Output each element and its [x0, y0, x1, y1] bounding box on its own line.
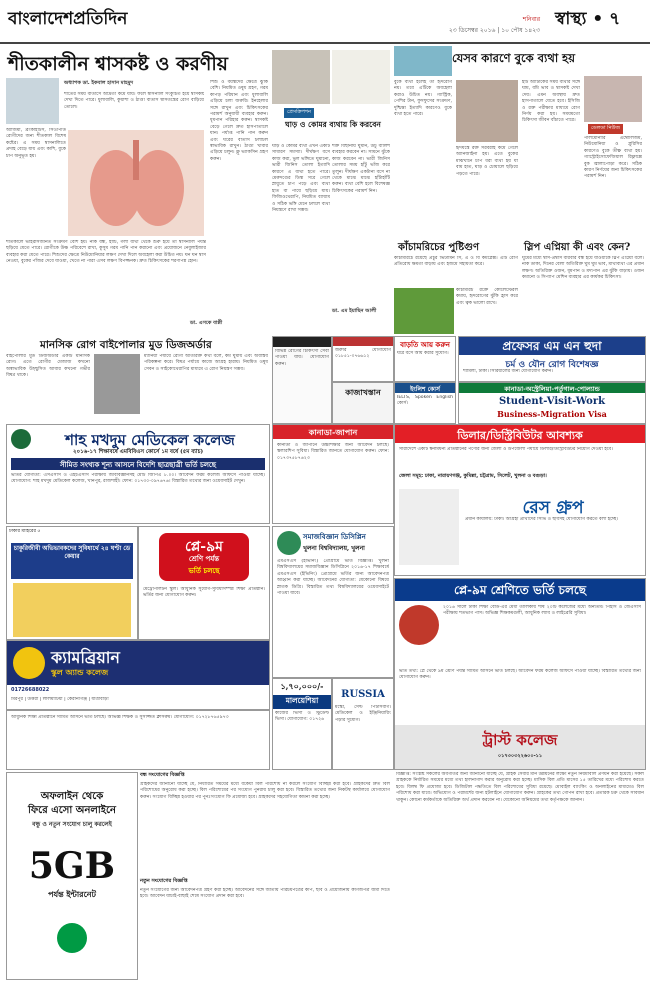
ad-russia: RUSSIA মস্কো, সেন্ট পিটার্সবার্গ। মেডিকেল ও ইঞ্জিনিয়ারিং পড়ার সুযোগ। [332, 678, 394, 770]
article-sleep-apnea [522, 240, 644, 334]
article-headline: ঘাড় ও কোমর ব্যথায় কি করবেন [285, 120, 381, 129]
ad-title: প্রফেসর এম এন হুদা [502, 339, 602, 353]
woman-photo [584, 76, 642, 122]
ad-khulna-university: সমাজবিজ্ঞান ডিসিপ্লিন খুলনা বিশ্ববিদ্যালয়, খুলনা এমএসএস (ইভিনিং) প্রোগ্রামে ভর্তি বিজ্ঞপ্তি। খুলনা বিশ্ববিদ্যালয়ের সমাজবিজ্ঞান ডিসিপ্লিনে ২০১৬-১৭ শিক্ষাবর্ষে এমএসএস (ইভিনিং) প্রোগ্রামে ভর্তির জন্য আবেদনপত্র আহ্বান করা যাচ্ছে। আবেদনের যোগ্যতা: যেকোনো বিষয়ে স্নাতক ডিগ্রি। বিস্তারিত তথ্য বিশ্ববিদ্যালয়ের ওয়েবসাইটে পাওয়া যাবে। [272, 526, 394, 678]
ad-5gb: অফলাইন থেকে ফিরে এসো অনলাইনে বন্ধু ও নতুন সংযোগ চালু করলেই 5GB পর্যন্ত ইন্টারনেট [6, 772, 138, 980]
college-logo-icon [11, 429, 31, 449]
article-body: শীতের সময় বাতাসে আর্দ্রতা কমে যায়। ফলে শ্বাসনালি সংকুচিত হয়ে শ্বাসকষ্ট দেখা দিতে পারে। ধুলাবালি, কুয়াশা ও ঠাণ্ডা বাতাস শ্বাসতন্ত্রের রোগ বাড়িয়ে তোলে। [64, 92, 204, 110]
ad-subtitle: Business-Migration Visa [497, 409, 607, 419]
newspaper-logo: বাংলাদেশপ্রতিদিন [8, 9, 128, 29]
article-body-col3: শিশু ও বয়স্কদের ক্ষেত্রে ঝুঁকি বেশি। নিয়মিত ওষুধ গ্রহণ, গরম কাপড় পরিধান এবং ধুলাবালি এড়িয়ে চলা জরুরি। ইনহেলার সঙ্গে রাখুন এবং চিকিৎসকের পরামর্শ অনুযায়ী ব্যবহার করুন। ধূমপান পরিহার করুন। শ্বাসকষ্ট বেড়ে গেলে দ্রুত হাসপাতালে যান। পর্যাপ্ত পানি পান করুন এবং ঘরের বাতাস চলাচল স্বাভাবিক রাখুন। ঠাণ্ডা খাবার এড়িয়ে চলুন। ফ্লু ভ্যাকসিন গ্রহণ করুন। [210, 80, 268, 162]
ad-title: শাহ মখদুম মেডিকেল কলেজ [65, 431, 235, 449]
product-photo [399, 489, 459, 565]
big-offer: 5GB [28, 845, 116, 887]
section-title: স্বাস্থ্য • ৭ [555, 9, 621, 29]
ad-title: ডিলার/ডিস্ট্রিবিউটর আবশ্যক [457, 429, 583, 442]
chest-pain-photo [456, 80, 518, 142]
doctor-photo [6, 78, 59, 124]
article-headline: শীতকালীন শ্বাসকষ্ট ও করণীয় [8, 53, 228, 75]
ad-banner: সীমিত সংখ্যক শূন্য আসনে বিদেশি ছাত্রছাত্রী ভর্তি চলছে [59, 460, 216, 469]
ad-cambrian: ক্যামব্রিয়ান স্কুল অ্যান্ড কলেজ 01726688022 মিরপুর | উত্তরা | লালমাটিয়া | কেরানীগঞ্জ | যাত্রাবাড়ী [6, 640, 270, 710]
bipolar-byline: ডা. এসকে বাপ্পী [190, 320, 223, 326]
ad-title: সমাজবিজ্ঞান ডিসিপ্লিন [303, 532, 366, 541]
classified-note: নতুন সংযোগের বিজ্ঞপ্তি [140, 878, 188, 884]
article-byline: অধ্যাপক ডা. ইকবাল হাসান মাহমুদ [64, 80, 134, 86]
classified-section: বন্ধ সংযোগের বিজ্ঞপ্তি গ্রাহকদের জানানো যাচ্ছে যে, নির্ধারিত সময়ের মধ্যে বকেয়া বিল পরিশোধ না করলে সংযোগ বিচ্ছিন্ন করা হবে। গ্রাহকদের দ্রুত বিল পরিশোধের অনুরোধ করা হচ্ছে। বিল পরিশোধের পর সংযোগ পুনরায় চালু করা হবে। বিস্তারিত তথ্যের জন্য নিকটস্থ কার্যালয়ে যোগাযোগ করুন। সংযোগ বিচ্ছিন্ন হওয়ার পর পুনঃসংযোগ ফি প্রযোজ্য হবে। গ্রাহকদের সহযোগিতা কামনা করা হচ্ছে। নতুন সংযোগের বিজ্ঞপ্তি নতুন সংযোগের জন্য আবেদনপত্র গ্রহণ করা হচ্ছে। আবেদনের সঙ্গে জাতীয় পরিচয়পত্রের কপি, ছবি ও প্রয়োজনীয় কাগজপত্র জমা দিতে হবে। আবেদন যাচাই-বাছাই শেষে সংযোগ প্রদান করা হবে। বিজ্ঞপ্তি: সংশ্লিষ্ট সকলের অবগতির জন্য জানানো যাচ্ছে যে, গ্রাহক সেবার মান উন্নয়নের লক্ষ্যে নতুন নিয়মাবলি প্রণয়ন করা হয়েছে। সকল গ্রাহককে নির্ধারিত সময়ের মধ্যে তথ্য হালনাগাদ করার অনুরোধ করা হচ্ছে। মাসিক বিল প্রতি মাসের ১৫ তারিখের মধ্যে পরিশোধ করতে হবে। বিলম্ব ফি প্রযোজ্য হবে। ডিজিটাল পদ্ধতিতে বিল পরিশোধের সুবিধা রয়েছে। মোবাইল ব্যাংকিং ও অনলাইনের মাধ্যমেও বিল পরিশোধ করা যাবে। অভিযোগ ও পরামর্শের জন্য হটলাইনে যোগাযোগ করুন। গ্রাহকের তথ্য গোপন রাখা হবে। প্রতারক চক্র থেকে সাবধান থাকুন। কোনো কর্মকর্তাকে অতিরিক্ত অর্থ প্রদান করবেন না। যেকোনো অনিয়মের তথ্য কর্তৃপক্ষকে জানান। [140, 772, 644, 900]
kicker: প্রেসক্রিপশন [284, 108, 314, 118]
article-okra [394, 240, 518, 334]
lungs-icon [68, 130, 204, 236]
article-body-col1: বাইপোলার মুড ডিজঅর্ডার একটি মানসিক রোগ। এতে রোগীর মেজাজ কখনো অস্বাভাবিক উচ্ছ্বসিত আবার কখনো গভীর বিষণ্ণ থাকে। [6, 354, 90, 379]
ad-subtitle: খুলনা বিশ্ববিদ্যালয়, খুলনা [303, 545, 365, 552]
ad-trust-college: প্লে-৯ম শ্রেণিতে ভর্তি চলছে ২০১৬ সালে ঢাকা শিক্ষা বোর্ড-এর মেধা তালিকায় শীর্ষ ২০টি কলেজের মধ্যে অন্যতম। পিইসি ও জেএসসি পরীক্ষায় শতভাগ পাস। অভিজ্ঞ শিক্ষকমণ্ডলী, আধুনিক ল্যাব ও লাইব্রেরি সুবিধা। ভর্তি তথ্য: প্লে থেকে ৯ম শ্রেণি পর্যন্ত সীমিত আসনে ভর্তি চলছে। আবেদন ফরম কলেজ অফিসে পাওয়া যাচ্ছে। বিস্তারিত তথ্যের জন্য যোগাযোগ করুন। ট্রাস্ট কলেজ ০১৭৩০৩২২৬০০-১১ [394, 578, 646, 770]
ad-classified-3: কাজাখস্তান [332, 382, 394, 424]
ad-professor-huda: প্রফেসর এম এন হুদা চর্ম ও যৌন রোগ বিশেষজ্ঞ শ্যামলী, ঢাকা। সিরিয়ালের জন্য যোগাযোগ করুন। [458, 336, 646, 382]
neck-pain-photo [272, 50, 330, 104]
article-body-col4: পালমোনারি এম্বোলিজম, নিউমোনিয়া ও প্লুরিসির কারণেও বুকে তীক্ষ্ণ ব্যথা হয়। গ্যাস্ট্রোইসোফেজিয়াল রিফ্লাক্সে বুক জ্বালাপোড়া করে। সঠিক কারণ নির্ণয়ের জন্য চিকিৎসকের পরামর্শ নিন। [584, 136, 642, 180]
ad-subtitle: চর্ম ও যৌন রোগ বিশেষজ্ঞ [505, 360, 599, 370]
ad-dealer: ডিলার/ডিস্ট্রিবিউটর আবশ্যক সারাদেশে একটি স্বনামধন্য প্রতিষ্ঠানের পণ্যের জন্য জেলা ও উপজেলা পর্যায়ে ডিলার/ডিস্ট্রিবিউটর নিয়োগ দেওয়া হবে। জেলা সমূহ: ঢাকা, নারায়ণগঞ্জ, কুমিল্লা, চট্টগ্রাম, সিলেট, খুলনা ও বগুড়া। রেস গ্রুপ প্রধান কার্যালয়: ঢাকা। আগ্রহী প্রার্থীদের সিভি ও ছবিসহ যোগাযোগ করতে বলা হচ্ছে। [394, 424, 646, 576]
article-bipolar [6, 336, 268, 422]
article-body-col2: ম্যানিয়া পর্যায়ে রোগী অতিরিক্ত কথা বলে, কম ঘুমায় এবং অবাস্তব পরিকল্পনা করে। বিষণ্ণ পর্যায়ে কাজে আগ্রহ হারায়। নিয়মিত ওষুধ সেবন ও সাইকোথেরাপির মাধ্যমে এ রোগ নিয়ন্ত্রণ সম্ভব। [144, 354, 268, 372]
ad-cambrian-badge: প্লে-৯ম শ্রেণি পর্যন্ত ভর্তি চলছে মেট্রোপলিটন স্কুল। আধুনিক সুযোগ-সুবিধাসম্পন্ন শিক্ষা প্রতিষ্ঠান। ভর্তির জন্য যোগাযোগ করুন। [138, 526, 270, 640]
college-name: ট্রাস্ট কলেজ [482, 731, 558, 749]
ad-brand: রেস গ্রুপ [522, 498, 584, 518]
article-body: কাঁচামরিচে রয়েছে প্রচুর ভিটামিন সি, এ ও বি কমপ্লেক্স। এটি রোগ প্রতিরোধ ক্ষমতা বাড়ায় এবং হজমে সহায়তা করে। [394, 256, 518, 268]
ad-malaysia: ১,৭০,০০০/- মালয়েশিয়া কাজের ভিসা ও স্টুডেন্ট ভিসা। যোগাযোগ: ০১৭২৬ [272, 678, 332, 770]
article-body-col2: হৃদযন্ত্রে রক্ত সরবরাহ কমে গেলে অ্যানজাইনা হয়। এতে বুকের মাঝখানে চাপ ধরা ব্যথা হয় যা বাম হাত, ঘাড় ও চোয়ালে ছড়িয়ে পড়তে পারে। [456, 146, 518, 177]
article-body-col1: বুকে ব্যথা হলেই তা হৃদরোগ নয়। তবে এটিকে অবহেলা করাও উচিত নয়। গ্যাস্ট্রিক, পেশির টান, ফুসফুসের সংক্রমণ, দুশ্চিন্তা ইত্যাদি কারণেও বুকে ব্যথা হতে পারে। [394, 80, 452, 118]
photo-caption: ডেলডা নিউজ [588, 124, 623, 134]
article-chest-pain [394, 46, 644, 236]
ad-english-course: ইংলিশ কোর্স IELTS, Spoken English কোর্স। [394, 382, 456, 424]
ad-subtitle: ২০১৬-১৭ শিক্ষাবর্ষে এমবিবিএস কোর্সে ১ম বর্ষে (৫ম ব্যাচ) [72, 449, 204, 455]
article-byline: ডা. এম ইয়াছিন আলী [332, 308, 377, 314]
article-body-col2: শীতকালে ভাইরাসজনিত সংক্রমণ বেশি হয়। নাক বন্ধ, হাঁচি, গলা ব্যথা থেকে শুরু হয়ে তা শ্বাসনালি পর্যন্ত ছড়িয়ে যেতে পারে। রোগীকে উষ্ণ পরিবেশে রাখা, কুসুম গরম পানি পান করানো এবং প্রয়োজনে নেবুলাইজার ব্যবহার করা যেতে পারে। শিশুদের ক্ষেত্রে নিউমোনিয়ার লক্ষণ দেখা দিলে অবহেলা করা উচিত নয়। ঘন ঘন শ্বাস নেওয়া, বুকের পাঁজর দেবে যাওয়া, খেতে না পারা এসব লক্ষণ বিপজ্জনক। দ্রুত চিকিৎসকের শরণাপন্ন হোন। [6, 240, 206, 265]
classified-title: বন্ধ সংযোগের বিজ্ঞপ্তি [140, 772, 185, 778]
date: ২৩ ডিসেম্বর ২০১৬ | ১০ পৌষ ১৪২৩ [448, 27, 540, 34]
trust-logo-icon [399, 605, 439, 645]
operator-logo-icon [57, 923, 87, 953]
article-body-col1: অ্যাজমা, ব্রংকাইটিস, সিওপিডি রোগীদের জন্য শীতকাল বিশেষ কষ্টের। এ সময় শ্বাসনালিতে প্রদাহ বেড়ে যায় এবং কাশি, বুকে চাপ অনুভূত হয়। [6, 128, 66, 159]
ad-phone: 01726688022 [11, 687, 50, 693]
ad-title: ক্যামব্রিয়ান [51, 648, 120, 667]
back-pain-photo [332, 50, 390, 104]
ad-school-3: আধুনিক শিক্ষা প্রতিষ্ঠানে সীমিত আসনে ভর্তি চলছে। অভিজ্ঞ শিক্ষক ও সুসজ্জিত ক্লাসরুম। যোগাযোগ: ০১৭২৮৭৬৫৯৭৩ [6, 710, 270, 770]
ad-phone: ০১৭৩০৩২২৬০০-১১ [497, 753, 543, 759]
student-photo [13, 583, 131, 637]
article-headline: মানসিক রোগ বাইপোলার মুড ডিজঅর্ডার [40, 339, 212, 351]
lungs-illustration [68, 130, 204, 236]
ad-cambrian-left: ঢাকার মাহিরের ৫ চাকুরিজীবী অভিভাবকদের সুবিধার্থে ২৪ ঘণ্টা ডে কেয়ার [6, 526, 138, 640]
masthead [0, 0, 650, 44]
article-body: ঘুমের মধ্যে শ্বাস-প্রশ্বাস বারবার বন্ধ হয়ে যাওয়াকে স্লিপ এপ্নিয়া বলে। নাক ডাকা, দিনের বেলা অতিরিক্ত ঘুম ঘুম ভাব, মাথাব্যথা এর প্রধান লক্ষণ। অতিরিক্ত ওজন, ধূমপান ও মদ্যপান এর ঝুঁকি বাড়ায়। ওজন কমানো ও সিপ্যাপ মেশিন ব্যবহার এর কার্যকর চিকিৎসা। [522, 256, 644, 281]
bipolar-photo [94, 354, 140, 414]
article-winter [6, 46, 268, 332]
ad-school-2: কানাডা-জাপান কানাডা ও জাপানে উচ্চশিক্ষার জন্য আবেদন চলছে। স্কলারশিপ সুবিধা। বিস্তারিত জানতে যোগাযোগ করুন। ফোন: ০১৭৩৭৫৮৭৬২৩ [272, 424, 394, 524]
article-headline: যেসব কারণে বুকে ব্যথা হয় [452, 51, 575, 65]
chili-photo [394, 288, 454, 334]
ad-subtitle: স্কুল অ্যান্ড কলেজ [51, 667, 109, 677]
heart-photo [394, 46, 452, 76]
ad-medical-college: শাহ মখদুম মেডিকেল কলেজ ২০১৬-১৭ শিক্ষাবর্ষে এমবিবিএস কোর্সে ১ম বর্ষে (৫ম ব্যাচ) সীমিত সংখ্যক শূন্য আসনে বিদেশি ছাত্রছাত্রী ভর্তি চলছে ভর্তির যোগ্যতা: এসএসসি ও এইচএসসি পরীক্ষায় জীববিজ্ঞানসহ মোট জিপিএ ৮.০০। আবেদন ফরম কলেজ অফিসে পাওয়া যাচ্ছে। যোগাযোগ: শাহ মখদুম মেডিকেল কলেজ, খানপুর, রাজশাহী। ফোন: ০১৭৩০-০৯৭৬৭৬। বিস্তারিত তথ্যের জন্য ওয়েবসাইট দেখুন। [6, 424, 270, 524]
date-line [390, 14, 540, 36]
weekday: শনিবার [522, 16, 540, 23]
ad-earn-money: বাড়তি আয় করুন ঘরে বসে আয় করার সুযোগ। [394, 336, 456, 382]
article-body: ঘাড় ও কোমর ব্যথা এখন একটি সাধারণ সমস্যা। দীর্ঘক্ষণ বসে কাজ করা, ভুল ভঙ্গিতে ঘুমানো, ভারী জিনিস তোলা ইত্যাদি কারণে এ ব্যথা হতে পারে। মেরুদণ্ডের ডিস্ক সরে গেলে স্নায়ুতে চাপ পড়ে এবং ব্যথা হাত বা পায়ে ছড়িয়ে যায়। ফিজিওথেরাপি, নিয়মিত ব্যায়াম ও সঠিক ভঙ্গি মেনে চললে ব্যথা নিয়ন্ত্রণে রাখা সম্ভব। [272, 144, 330, 214]
ad-canada-visa: কানাডা-অস্ট্রেলিয়া-পর্তুগাল-পোল্যান্ড Student-Visit-Work Business-Migration Visa [458, 382, 646, 424]
article-body-col3: হার্ট অ্যাটাকের সময় ব্যথার সঙ্গে ঘাম, বমি ভাব ও শ্বাসকষ্ট দেখা দেয়। এমন অবস্থায় দ্রুত হাসপাতালে যেতে হবে। ইসিজি ও রক্ত পরীক্ষার মাধ্যমে রোগ নির্ণয় করা হয়। সময়মতো চিকিৎসা জীবন বাঁচাতে পারে। [522, 80, 580, 124]
ad-classified-2: জরুরি যোগাযোগ ০১৮৫১-০৭৬৬১২ [332, 336, 394, 382]
article-headline: কাঁচামরিচের পুষ্টিগুণ [398, 242, 480, 253]
cambrian-logo-icon [13, 647, 45, 679]
ad-title: Student-Visit-Work [498, 396, 606, 407]
ad-title: প্লে-৯ম শ্রেণিতে ভর্তি চলছে [453, 583, 587, 597]
article-body-col2: কাঁচামরিচ রক্তে কোলেস্টেরল কমায়, হৃদরোগের ঝুঁকি হ্রাস করে এবং ত্বক ভালো রাখে। [456, 288, 518, 306]
article-prescription [272, 46, 390, 332]
article-headline: স্লিপ এপ্নিয়া কী এবং কেন? [524, 242, 631, 253]
article-body-col2: শক্ত বিছানায় ঘুমান, উঁচু বালিশ ব্যবহার করবেন না। সামনে ঝুঁকে কাজ করবেন না। ভারী জিনিস তোলার সময় হাঁটু ভাঁজ করে তুলুন। দীর্ঘক্ষণ একটানা বসে না থেকে মাঝে মাঝে হাঁটাহাঁটি করুন। ব্যথা বেশি হলে বিশেষজ্ঞ চিকিৎসকের পরামর্শ নিন। [332, 144, 390, 194]
ad-classified-1: বিভিন্ন রোগের চিকিৎসা সেবা পাওয়া যায়। যোগাযোগ করুন। [272, 336, 332, 424]
university-logo-icon [277, 531, 301, 555]
